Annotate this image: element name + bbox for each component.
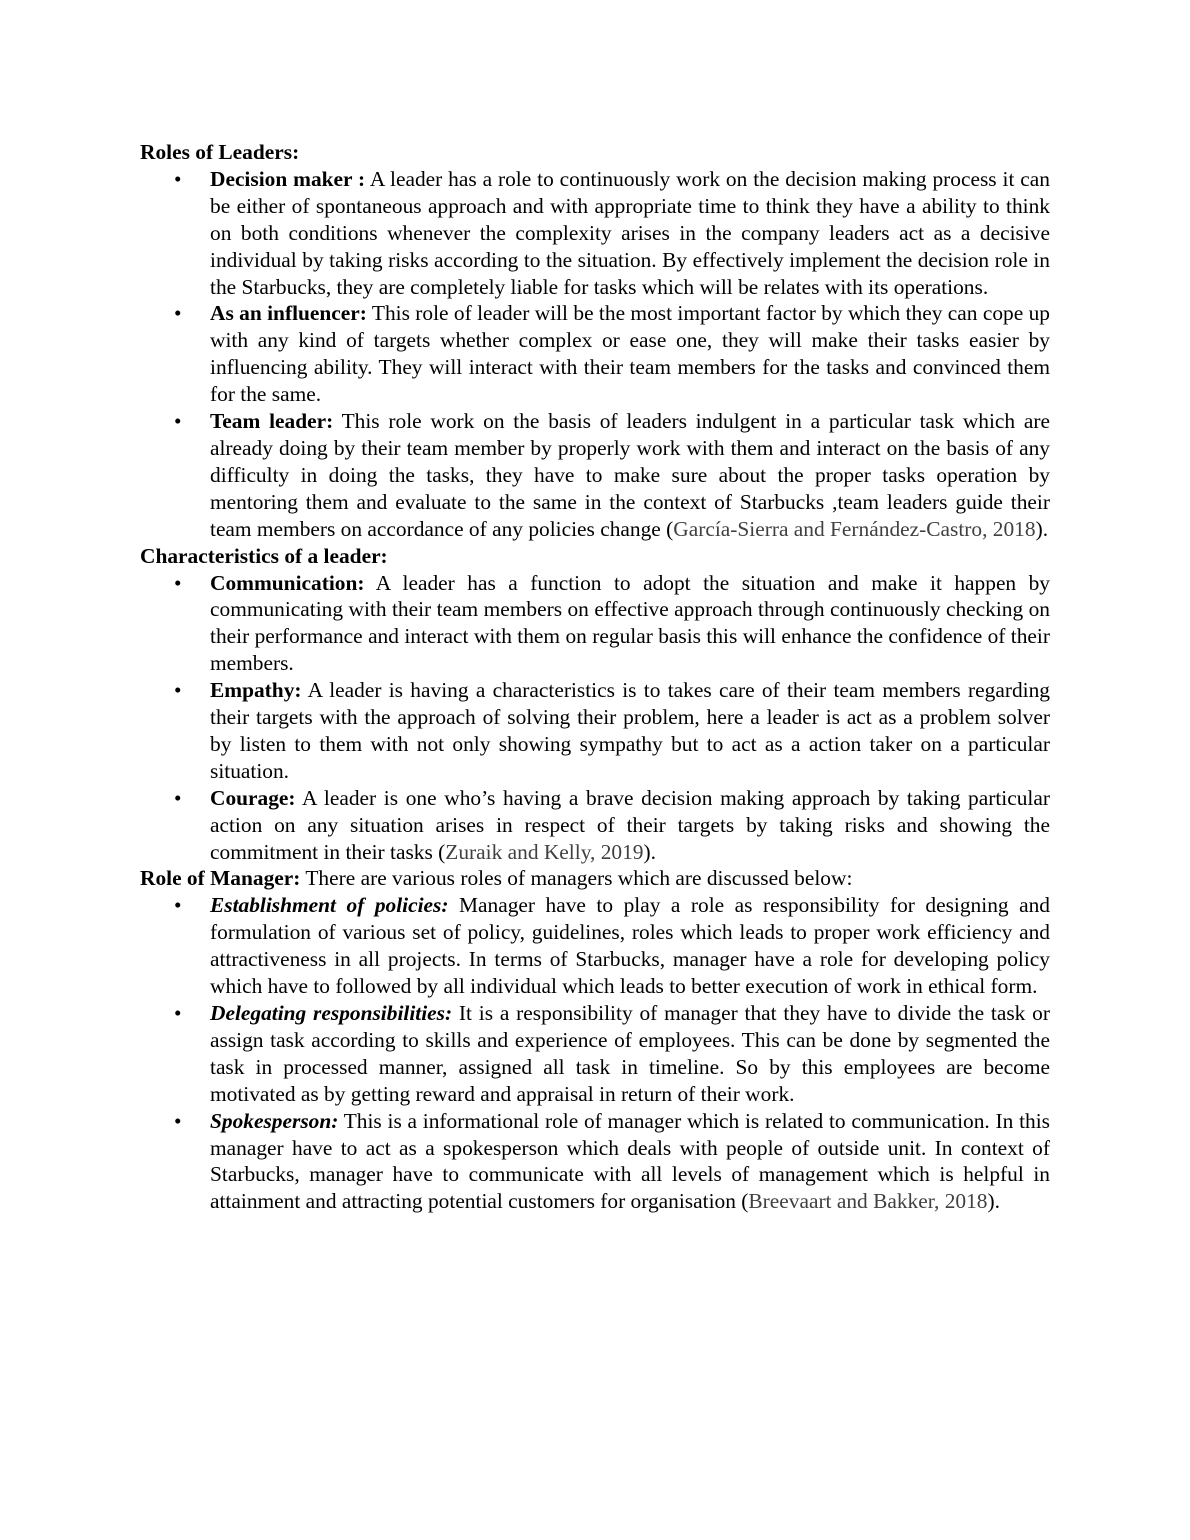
citation-tail: ). [643, 839, 656, 864]
citation-garcia-sierra: García-Sierra and Fernández-Castro, 2018 [673, 516, 1036, 541]
characteristics-list [140, 570, 1050, 866]
bullet-icon: • [174, 166, 182, 191]
list-item-spokesperson [174, 1108, 1050, 1216]
term-influencer: As an influencer: [210, 301, 367, 326]
list-item-courage [174, 785, 1050, 866]
list-item-influencer [174, 300, 1050, 408]
role-of-manager-list [140, 892, 1050, 1215]
list-item-team-leader [174, 408, 1050, 543]
term-communication: Communication: [210, 570, 365, 595]
bullet-icon: • [174, 785, 182, 810]
bullet-icon: • [174, 893, 182, 918]
text-establishment-of-policies: Manager have to play a role as responsibility for designing and formulation of various set of policy, guidelines, roles which leads to proper work efficiency and attractiveness in all projects. In terms of Starbucks, manager have a role for developing policy which have to followed by all individual which leads to better execution of work in ethical form. [210, 893, 1050, 999]
term-delegating-responsibilities: Delegating responsibilities: [210, 1001, 453, 1025]
role-of-manager-heading [140, 865, 1050, 892]
citation-breevaart: Breevaart and Bakker, 2018 [748, 1189, 988, 1214]
bullet-icon: • [174, 409, 182, 434]
list-item-communication [174, 570, 1050, 678]
bullet-icon: • [174, 301, 182, 326]
citation-tail: ). [1035, 516, 1049, 541]
role-of-manager-intro: There are various roles of managers which are discussed below: [300, 866, 853, 891]
characteristics-heading: Characteristics of a leader: [140, 543, 388, 568]
list-item-empathy [174, 677, 1050, 785]
role-of-manager-title: Role of Manager: [140, 866, 301, 891]
bullet-icon: • [174, 1108, 182, 1133]
list-item-decision-maker [174, 166, 1050, 301]
term-team-leader: Team leader: [210, 409, 334, 434]
roles-of-leaders-list [140, 166, 1050, 543]
bullet-icon: • [174, 678, 182, 703]
text-delegating-responsibilities: It is a responsibility of manager that they have to divide the task or assign task according to skills and experience of employees. This can be done by segmented the task in processed manner, assigned all task in timeline. So by this employees are become motivated as by getting reward and appraisal in return of their work. [210, 1001, 1050, 1106]
term-empathy: Empathy: [210, 678, 302, 703]
bullet-icon: • [174, 570, 182, 595]
text-courage: A leader is one who’s having a brave decision making approach by taking particular action on any situation arises in respect of their targets by taking risks and showing the commitment in their tasks ( [210, 785, 1050, 864]
text-spokesperson: This is a informational role of manager which is related to communication. In this manager have to act as a spokesperson which deals with people of outside unit. In context of Starbucks, manager have to communicate with all levels of management which is helpful in attainment and attracting potential customers for organisation ( [210, 1108, 1050, 1214]
document-page [140, 139, 1050, 1215]
text-team-leader: This role work on the basis of leaders indulgent in a particular task which are already doing by their team member by properly work with them and interact on the basis of any difficulty in doing the tasks, they have to make sure about the proper tasks operation by mentoring them and evaluate to the same in the context of Starbucks ,team leaders guide their team members on accordance of any policies change ( [210, 409, 1050, 541]
citation-zuraik: Zuraik and Kelly, 2019 [445, 839, 644, 864]
term-courage: Courage: [210, 785, 296, 810]
term-decision-maker: Decision maker : [210, 166, 366, 191]
bullet-icon: • [174, 1001, 182, 1025]
text-empathy: A leader is having a characteristics is to takes care of their team members regarding their targets with the approach of solving their problem, here a leader is act as a problem solver by listen to them with not only showing sympathy but to act as a action taker on a particular situation. [210, 678, 1050, 783]
roles-of-leaders-heading: Roles of Leaders: [140, 140, 300, 164]
term-establishment-of-policies: Establishment of policies: [210, 893, 449, 918]
list-item-establishment-of-policies [174, 892, 1050, 1000]
text-influencer: This role of leader will be the most important factor by which they can cope up with any kind of targets whether complex or ease one, they will make their tasks easier by influencing ability. They will interact with their team members for the tasks and convinced them for the same. [210, 301, 1050, 407]
text-decision-maker: A leader has a role to continuously work on the decision making process it can be either of spontaneous approach and with appropriate time to think they have a ability to think on both conditions whenever the complexity arises in the company leaders act as a decisive individual by taking risks according to the situation. By effectively implement the decision role in the Starbucks, they are completely liable for tasks which will be relates with its operations. [210, 166, 1050, 299]
text-communication: A leader has a function to adopt the situation and make it happen by communicating with their team members on effective approach through continuously checking on their performance and interact with them on regular basis this will enhance the confidence of their members. [210, 570, 1050, 676]
term-spokesperson: Spokesperson: [210, 1108, 339, 1133]
citation-tail: ). [987, 1189, 1000, 1214]
list-item-delegating-responsibilities [174, 1000, 1050, 1108]
